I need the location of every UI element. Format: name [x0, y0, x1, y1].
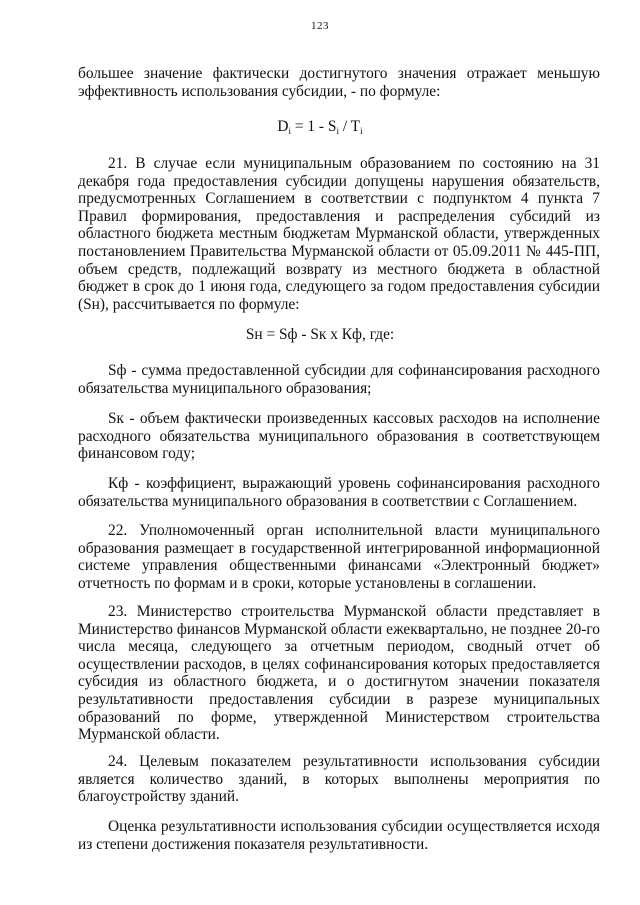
paragraph-23: 23. Министерство строительства Мурманской области представляет в Министерство финансов Мурманской области ежеквартально, не позднее 20-го числа месяца, следующего за отчетным периодом, сводный отчет об осуществлении расходов, в целях софинансирования которых предоставляется субсидия из областного бюджета, и о достигнутом значении показателя результативности предоставления субсидии в разрезе муниципальных образований по форме, утвержденной Министерством строительства Мурманской области.: [78, 603, 600, 744]
formula-refund: Sн = Sф - Sк х Кф, где:: [245, 326, 395, 343]
page-number: 123: [311, 20, 329, 32]
definition-sk: Sк - объем фактически произведенных кассовых расходов на исполнение расходного обязательства муниципального образования в соответствующем финансовом году;: [78, 410, 600, 463]
closing-paragraph: Оценка результативности использования субсидии осуществляется исходя из степени достижения показателя результативности.: [78, 818, 600, 853]
formula-divide-t: / T: [338, 118, 361, 135]
formula-efficiency: [0, 118, 640, 136]
formula-d-subscript: i: [288, 126, 292, 136]
formula-t-subscript: i: [360, 126, 363, 136]
paragraph-21: 21. В случае если муниципальным образованием по состоянию на 31 декабря года предоставления субсидии допущены нарушения обязательств, предусмотренных Соглашением в соответствии с подпунктом 4 пункта 7 Правил формирования, предоставления и распределения субсидий из областного бюджета местным бюджетам Мурманской области, утвержденных постановлением Правительства Мурманской области от 05.09.2011 № 445-ПП, объем средств, подлежащий возврату из местного бюджета в областной бюджет в срок до 1 июня года, следующего за годом предоставления субсидии (Sн), рассчитывается по формуле:: [78, 155, 600, 313]
formula-s-subscript: i: [336, 126, 339, 136]
formula-d: D: [277, 118, 289, 135]
intro-paragraph: большее значение фактически достигнутого значения отражает меньшую эффективность использования субсидии, - по формуле:: [78, 65, 600, 100]
definition-sf: Sф - сумма предоставленной субсидии для софинансирования расходного обязательства муниципального образования;: [78, 362, 600, 397]
formula-minus-s: = 1 - S: [291, 118, 337, 135]
paragraph-22: 22. Уполномоченный орган исполнительной власти муниципального образования размещает в государственной интегрированной информационной системе управления общественными финансами «Электронный бюджет» отчетность по формам и в сроки, которые установлены в соглашении.: [78, 522, 600, 592]
paragraph-24: 24. Целевым показателем результативности использования субсидии является количество зданий, в которых выполнены мероприятия по благоустройству зданий.: [78, 753, 600, 806]
definition-kf: Кф - коэффициент, выражающий уровень софинансирования расходного обязательства муниципального образования в соответствии с Соглашением.: [78, 475, 600, 510]
